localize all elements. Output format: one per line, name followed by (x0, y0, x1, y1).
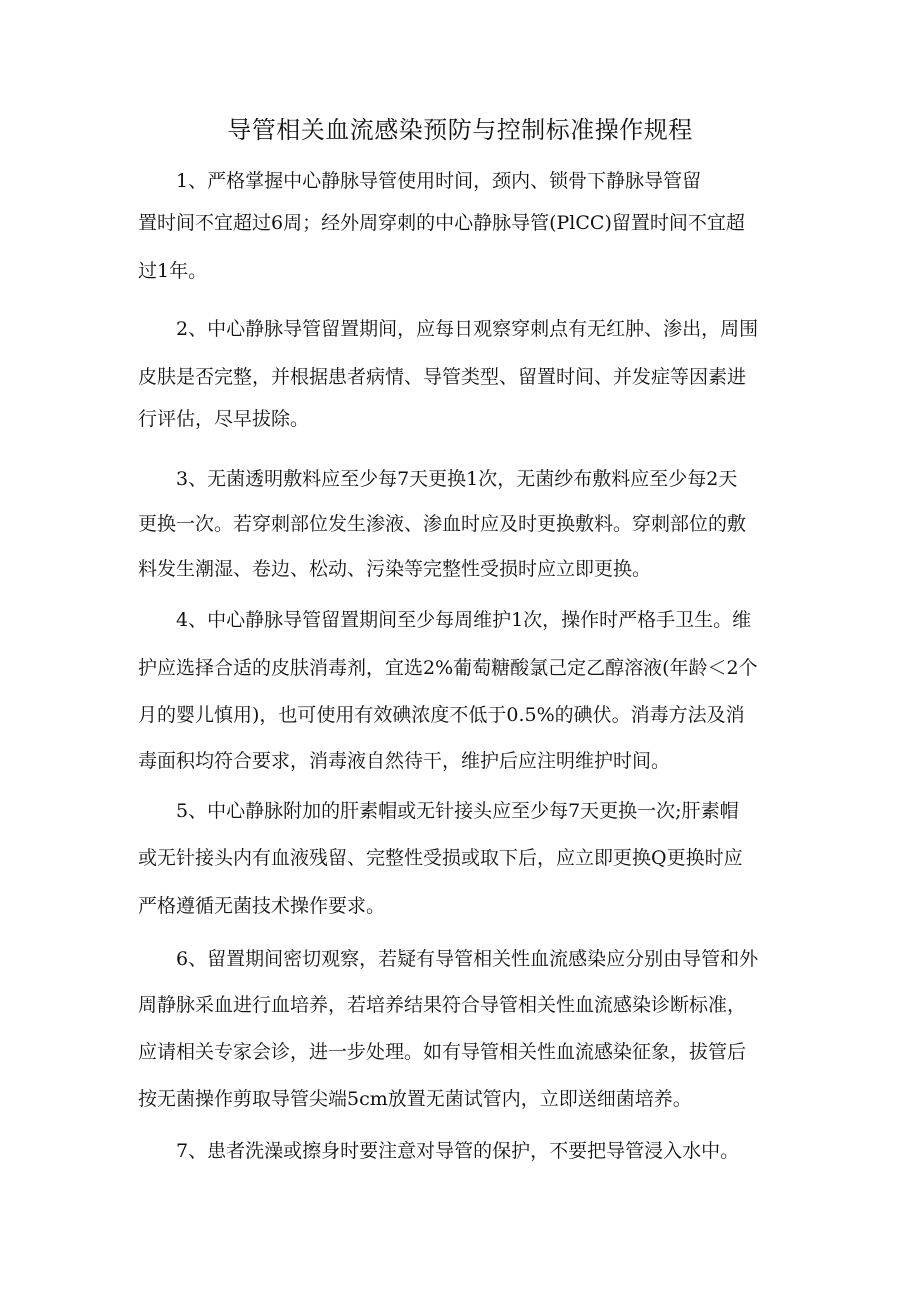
paragraph-4-line-3: 月的婴儿慎用)，也可使用有效碘浓度不低于0.5%的碘伏。消毒方法及消 (138, 704, 745, 726)
paragraph-3-line-2: 更换一次。若穿刺部位发生渗液、渗血时应及时更换敷料。穿刺部位的敷 (138, 513, 747, 535)
paragraph-5-line-3: 严格遵循无菌技术操作要求。 (138, 895, 386, 917)
paragraph-1-line-2: 置时间不宜超过6周；经外周穿刺的中心静脉导管(PlCC)留置时间不宜超 (138, 212, 745, 234)
document-title: 导管相关血流感染预防与控制标准操作规程 (227, 116, 693, 144)
paragraph-5-line-1: 5、中心静脉附加的肝素帽或无针接头应至少每7天更换一次;肝素帽 (176, 800, 739, 822)
paragraph-3-line-3: 料发生潮湿、卷边、松动、污染等完整性受损时应立即更换。 (138, 558, 652, 580)
paragraph-1-line-1: 1、严格掌握中心静脉导管使用时间，颈内、锁骨下静脉导管留 (176, 170, 702, 192)
paragraph-7-line-1: 7、患者洗澡或擦身时要注意对导管的保护，不要把导管浸入水中。 (176, 1140, 740, 1162)
paragraph-2-line-1: 2、中心静脉导管留置期间，应每日观察穿刺点有无红肿、渗出，周围 (176, 318, 759, 340)
paragraph-2-line-3: 行评估，尽早拔除。 (138, 408, 310, 430)
paragraph-3-line-1: 3、无菌透明敷料应至少每7天更换1次，无菌纱布敷料应至少每2天 (176, 468, 738, 490)
paragraph-6-line-3: 应请相关专家会诊，进一步处理。如有导管相关性血流感染征象，拔管后 (138, 1041, 747, 1063)
paragraph-6-line-4: 按无菌操作剪取导管尖端5cm放置无菌试管内，立即送细菌培养。 (138, 1088, 692, 1110)
paragraph-4-line-4: 毒面积均符合要求，消毒液自然待干，维护后应注明维护时间。 (138, 750, 671, 772)
paragraph-4-line-1: 4、中心静脉导管留置期间至少每周维护1次，操作时严格手卫生。维 (176, 609, 752, 631)
paragraph-1-line-3: 过1年。 (138, 260, 208, 282)
paragraph-6-line-2: 周静脉采血进行血培养，若培养结果符合导管相关性血流感染诊断标准， (138, 994, 747, 1016)
paragraph-4-line-2: 护应选择合适的皮肤消毒剂，宜选2%葡萄糖酸氯己定乙醇溶液(年龄＜2个 (138, 657, 758, 679)
paragraph-6-line-1: 6、留置期间密切观察，若疑有导管相关性血流感染应分别由导管和外 (176, 948, 759, 970)
paragraph-2-line-2: 皮肤是否完整，并根据患者病情、导管类型、留置时间、并发症等因素进 (138, 366, 747, 388)
paragraph-5-line-2: 或无针接头内有血液残留、完整性受损或取下后，应立即更换Q更换时应 (138, 847, 743, 869)
